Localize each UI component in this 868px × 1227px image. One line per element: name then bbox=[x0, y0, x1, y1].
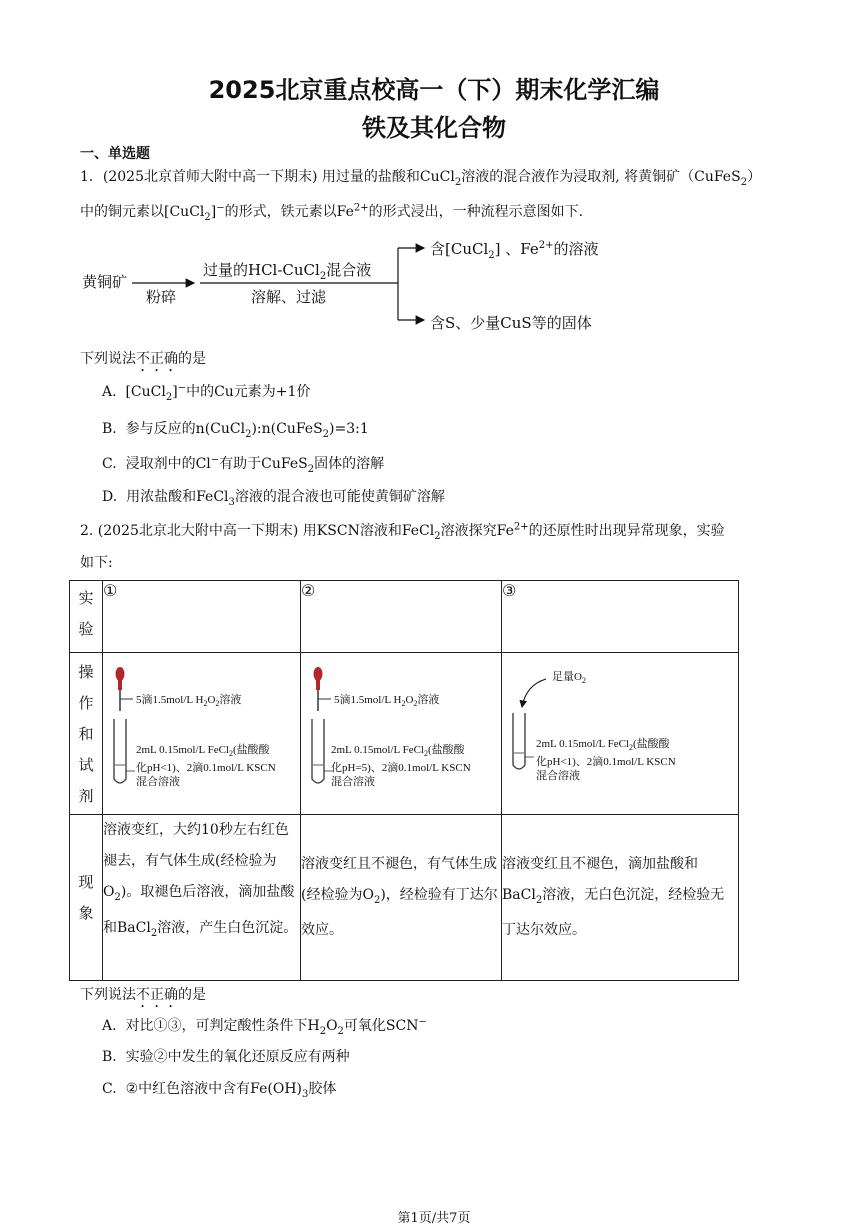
page-title: 2025北京重点校高一（下）期末化学汇编 bbox=[208, 76, 660, 104]
q1-option-a: A. [CuCl$_2$]−中的Cu元素为+1价 bbox=[102, 382, 311, 403]
q1-option-d: D. 用浓盐酸和FeCl$_3$溶液的混合液也可能使黄铜矿溶解 bbox=[102, 489, 445, 508]
q1-prompt: 下列说法不正确的是 bbox=[80, 351, 206, 367]
header-operation: 操作和试剂 bbox=[70, 653, 103, 815]
header-phenomenon: 现象 bbox=[70, 815, 103, 981]
page-footer: 第1页/共7页 bbox=[397, 1211, 471, 1226]
table-row bbox=[70, 653, 739, 815]
tube3-label: 2mL 0.15mol/L FeCl$_2$(盐酸酸 化pH<1)、2滴0.1mol/L KSCN 混合溶液 bbox=[536, 738, 676, 783]
phenomenon-2: 溶液变红且不褪色，有气体生成(经检验为$O_2$)，经检验有丁达尔效应。 bbox=[301, 815, 502, 981]
col-3-label: ③ bbox=[502, 581, 739, 653]
dropper-tube-1-icon bbox=[103, 653, 313, 815]
flow-step1: 粉碎 bbox=[146, 288, 177, 306]
page-subtitle: 铁及其化合物 bbox=[362, 114, 506, 142]
flow-arrows bbox=[0, 0, 868, 340]
q2-option-a: A. 对比①③，可判定酸性条件下$H_2O_2$可氧化SCN− bbox=[102, 1016, 427, 1037]
tube1-label: 2mL 0.15mol/L FeCl$_2$(盐酸酸 化pH<1)、2滴0.1mol/L KSCN 混合溶液 bbox=[136, 744, 276, 789]
q2-prompt: 下列说法不正确的是 bbox=[80, 987, 206, 1003]
col-2-label: ② bbox=[301, 581, 502, 653]
tube2-label: 2mL 0.15mol/L FeCl$_2$(盐酸酸 化pH=5)、2滴0.1mol/L KSCN 混合溶液 bbox=[331, 744, 471, 789]
q2-line2: 如下: bbox=[80, 555, 113, 571]
q2-option-b: B. 实验②中发生的氧化还原反应有两种 bbox=[102, 1049, 350, 1065]
section-label: 一、单选题 bbox=[80, 146, 150, 162]
drop2-label: 5滴1.5mol/L $H_2O_2$溶液 bbox=[334, 694, 440, 709]
flow-out-top: 含[CuCl$_2$] 、$Fe^{2+}$的溶液 bbox=[430, 240, 599, 261]
q1-line2: 中的铜元素以[CuCl$_2$]−的形式，铁元素以$Fe^{2+}$的形式浸出，一种流程示意图如下. bbox=[80, 202, 584, 223]
flow-start: 黄铜矿 bbox=[82, 273, 128, 291]
header-experiment: 实验 bbox=[70, 581, 103, 653]
q1-option-b: B. 参与反应的n(CuCl$_2$):n(CuFeS$_2$)=3:1 bbox=[102, 421, 369, 440]
o2-tube-icon bbox=[502, 653, 714, 815]
setup-3 bbox=[502, 653, 739, 815]
table-row bbox=[70, 815, 739, 981]
experiment-table bbox=[69, 580, 739, 981]
col-1-label: ① bbox=[103, 581, 301, 653]
q2-line1: 2. (2025北京北大附中高一下期末) 用KSCN溶液和FeCl$_2$溶液探究$Fe^{2+}$的还原性时出现异常现象，实验 bbox=[80, 521, 725, 542]
setup-1 bbox=[103, 653, 301, 815]
q2-option-c: C. ②中红色溶液中含有$Fe(OH)_3$胶体 bbox=[102, 1081, 337, 1100]
table-row bbox=[70, 581, 739, 653]
flow-out-bottom: 含S、少量CuS等的固体 bbox=[430, 314, 592, 332]
phenomenon-1: 溶液变红，大约10秒左右红色褪去，有气体生成(经检验为$O_2$)。取褪色后溶液，滴加盐酸和BaCl$_2$溶液，产生白色沉淀。 bbox=[103, 815, 301, 981]
dropper-tube-2-icon bbox=[301, 653, 511, 815]
q1-option-c: C. 浸取剂中的Cl−有助于CuFeS$_2$固体的溶解 bbox=[102, 454, 385, 475]
q1-line1: 1．(2025北京首师大附中高一下期末) 用过量的盐酸和CuCl$_2$溶液的混合液作为浸取剂, 将黄铜矿（CuFeS$_2$） bbox=[80, 169, 762, 188]
phenomenon-3: 溶液变红且不褪色，滴加盐酸和BaCl$_2$溶液，无白色沉淀，经检验无丁达尔效应。 bbox=[502, 815, 739, 981]
drop1-label: 5滴1.5mol/L $H_2O_2$溶液 bbox=[136, 694, 242, 709]
flow-step2: 溶解、过滤 bbox=[251, 288, 327, 306]
o2-label: 足量$O_2$ bbox=[552, 671, 586, 686]
flow-reagent: 过量的HCl-CuCl$_2$混合液 bbox=[203, 261, 372, 282]
setup-2 bbox=[301, 653, 502, 815]
